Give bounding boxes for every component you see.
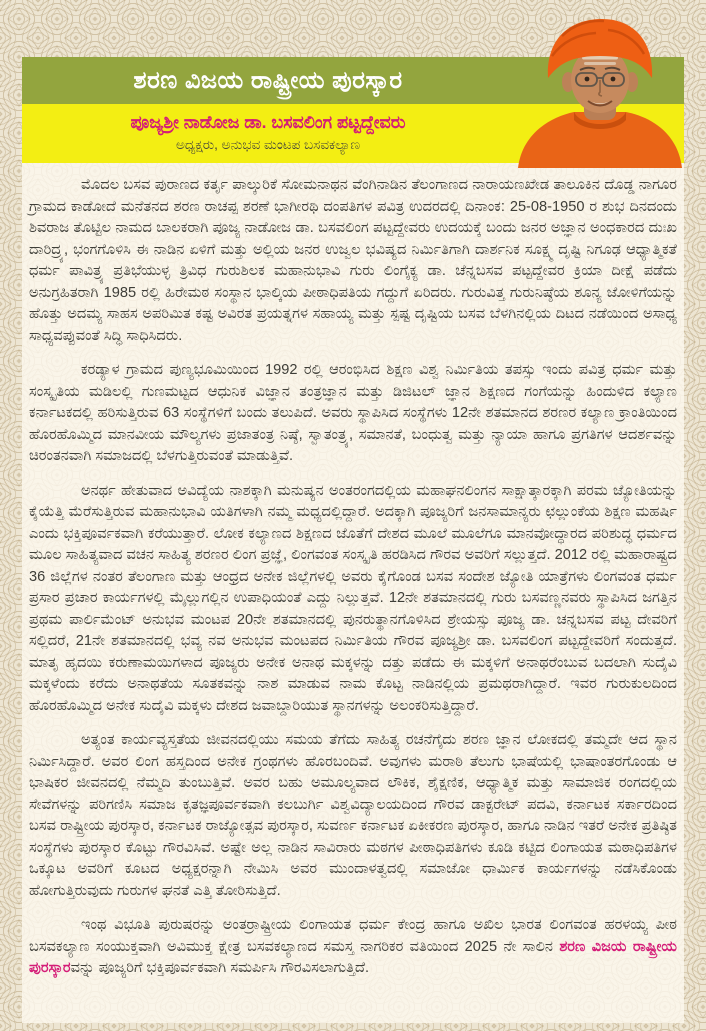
- content-panel: [22, 57, 684, 1023]
- robe-shape: [518, 112, 682, 168]
- closing-paragraph: [29, 915, 677, 980]
- vibhuti-stripe: [584, 62, 616, 65]
- citation-paragraph-4: ಅತ್ಯಂತ ಕಾರ್ಯವ್ಯಸ್ತತೆಯ ಜೀವನದಲ್ಲಿಯು ಸಮಯ ತೆಗೆದು ಸಾಹಿತ್ಯ ರಚನೆಗೈದು ಶರಣ ಜ್ಞಾನ ಲೋಕದಲ್ಲಿ ತಮ್ಮದೇ ಆದ ಸ್ಥಾನ ನಿರ್ಮಿಸಿದ್ದಾರೆ. ಅವರ ಲಿಂಗ ಹಸ್ತದಿಂದ ಅನೇಕ ಗ್ರಂಥಗಳು ಹೊರಬಂದಿವೆ. ಅವುಗಳು ಮರಾಠಿ ತೆಲುಗು ಭಾಷೆಯಲ್ಲಿ ಭಾಷಾಂತರಗೊಂಡು ಆ ಭಾಷಿಕರ ಜೀವನದಲ್ಲಿ ನೆಮ್ಮದಿ ತುಂಬುತ್ತಿವೆ. ಅವರ ಬಹು ಅಮೂಲ್ಯವಾದ ಲೌಕಿಕ, ಶೈಕ್ಷಣಿಕ, ಆಧ್ಯಾತ್ಮಿಕ ಮತ್ತು ಸಾಮಾಜಿಕ ರಂಗದಲ್ಲಿಯ ಸೇವೆಗಳನ್ನು ಪರಿಗಣಿಸಿ ಸಮಾಜ ಕೃತಜ್ಞಪೂರ್ವಕವಾಗಿ ಕಲಬುರ್ಗಿ ವಿಶ್ವವಿದ್ಯಾಲಯದಿಂದ ಗೌರವ ಡಾಕ್ಟರೇಟ್ ಪದವಿ, ಕರ್ನಾಟಕ ಸರ್ಕಾರದಿಂದ ಬಸವ ರಾಷ್ಟ್ರೀಯ ಪುರಸ್ಕಾರ, ಕರ್ನಾಟಕ ರಾಜ್ಯೋತ್ಸವ ಪುರಸ್ಕಾರ, ಸುವರ್ಣ ಕರ್ನಾಟಕ ಏಕೀಕರಣ ಪುರಸ್ಕಾರ, ಹಾಗೂ ನಾಡಿನ ಇತರೆ ಅನೇಕ ಪ್ರತಿಷ್ಠಿತ ಸಂಸ್ಥೆಗಳು ಪುರಸ್ಕಾರ ಕೊಟ್ಟು ಗೌರವಿಸಿವೆ. ಅಷ್ಟೇ ಅಲ್ಲ ನಾಡಿನ ಸಾವಿರಾರು ಮಠಗಳ ಪೀಠಾಧಿಪತಿಗಳು ಕೂಡಿ ಕಟ್ಟಿದ ಲಿಂಗಾಯತ ಮಠಾಧಿಪತಿಗಳ ಒಕ್ಕೂಟ ಅವರಿಗೆ ಕೂಟದ ಅಧ್ಯಕ್ಷರನ್ನಾಗಿ ನೇಮಿಸಿ ಅವರ ಮುಂದಾಳತ್ವದಲ್ಲಿ ಸಮಾಜೋ ಧಾರ್ಮಿಕ ಕಾರ್ಯಗಳನ್ನು ನಡೆಸಿಕೊಂಡು ಹೋಗುತ್ತಿರುವುದು ಗುರುಗಳ ಘನತೆ ಎತ್ತಿ ತೋರಿಸುತ್ತಿದೆ.: [29, 732, 677, 899]
- guru-portrait-illustration: [512, 16, 688, 168]
- award-name-highlight: ಶರಣ ವಿಜಯ ರಾಷ್ಟ್ರೀಯ ಪುರಸ್ಕಾರ: [29, 938, 677, 976]
- citation-paragraph-2: ಕರಡ್ಯಾಳ ಗ್ರಾಮದ ಪುಣ್ಯಭೂಮಿಯಿಂದ 1992 ರಲ್ಲಿ ಆರಂಭಿಸಿದ ಶಿಕ್ಷಣ ವಿಶ್ವ ನಿರ್ಮಿತಿಯ ತಪಸ್ಸು ಇಂದು ಪವಿತ್ರ ಧರ್ಮ ಮತ್ತು ಸಂಸ್ಕೃತಿಯ ಮಡಿಲಲ್ಲಿ ಗುಣಮಟ್ಟದ ಆಧುನಿಕ ವಿಜ್ಞಾನ ತಂತ್ರಜ್ಞಾನ ಮತ್ತು ಡಿಜಿಟಲ್ ಜ್ಞಾನ ಶಿಕ್ಷಣದ ಗಂಗೆಯನ್ನು ಹಿಂದುಳಿದ ಕಲ್ಯಾಣ ಕರ್ನಾಟಕದಲ್ಲಿ ಹರಿಸುತ್ತಿರುವ 63 ಸಂಸ್ಥೆಗಳಿಗೆ ಬಂದು ತಲುಪಿದೆ. ಅವರು ಸ್ಥಾಪಿಸಿದ ಸಂಸ್ಥೆಗಳು 12ನೇ ಶತಮಾನದ ಶರಣರ ಕಲ್ಯಾಣ ಕ್ರಾಂತಿಯಿಂದ ಹೊರಹೊಮ್ಮಿದ ಮಾನವೀಯ ಮೌಲ್ಯಗಳು ಪ್ರಜಾತಂತ್ರ ನಿಷ್ಠೆ, ಸ್ವಾತಂತ್ರ್ಯ, ಸಮಾನತೆ, ಬಂಧುತ್ವ ಮತ್ತು ನ್ಯಾಯಾ ಹಾಗೂ ಪ್ರಗತಿಗಳ ಆದರ್ಶವನ್ನು ಚಿರಂತನವಾಗಿ ಸಮಾಜದಲ್ಲಿ ಬೆಳಗುತ್ತಿರುವಂತೆ ಮಾಡುತ್ತಿವೆ.: [29, 362, 677, 464]
- recipient-name: ಪೂಜ್ಯಶ್ರೀ ನಾಡೋಜ ಡಾ. ಬಸವಲಿಂಗ ಪಟ್ಟದ್ದೇವರು: [130, 112, 406, 132]
- recipient-designation: ಅಧ್ಯಕ್ಷರು, ಅನುಭವ ಮಂಟಪ ಬಸವಕಲ್ಯಾಣ: [175, 137, 361, 152]
- page-title: ಶರಣ ವಿಜಯ ರಾಷ್ಟ್ರೀಯ ಪುರಸ್ಕಾರ: [133, 67, 403, 94]
- closing-text-before: ಇಂಥ ವಿಭೂತಿ ಪುರುಷರನ್ನು ಅಂತರ್ರಾಷ್ಟ್ರೀಯ ಲಿಂಗಾಯತ ಧರ್ಮ ಕೇಂದ್ರ ಹಾಗೂ ಅಖಿಲ ಭಾರತ ಲಿಂಗವಂತ ಹರಳಯ್ಯ ಪೀಠ ಬಸವಕಲ್ಯಾಣ ಸಂಯುಕ್ತವಾಗಿ ಅವಿಮುಕ್ತ ಕ್ಷೇತ್ರ ಬಸವಕಲ್ಯಾಣದ ಸಮಸ್ತ ನಾಗರಿಕರ ವತಿಯಿಂದ 2025 ನೇ ಸಾಲಿನ: [29, 917, 677, 955]
- closing-text-after: ವನ್ನು ಪೂಜ್ಯರಿಗೆ ಭಕ್ತಿಪೂರ್ವಕವಾಗಿ ಸಮರ್ಪಿಸಿ ಗೌರವಿಸಲಾಗುತ್ತಿದೆ.: [70, 960, 370, 976]
- guru-portrait-photo: [512, 16, 688, 168]
- citation-paragraph-1: ಮೊದಲ ಬಸವ ಪುರಾಣದ ಕರ್ತೃ ಪಾಲ್ಕುರಿಕೆ ಸೋಮನಾಥನ ವೆಂಗಿನಾಡಿನ ತೆಲಂಗಾಣದ ನಾರಾಯಣಖೇಡ ತಾಲೂಕಿನ ದೊಡ್ಡ ನಾಗೂರ ಗ್ರಾಮದ ಕಾಡೋದೆ ಮನೆತನದ ಶರಣ ರಾಚಪ್ಪ ಶರಣೆ ಭಾಗೀರಥಿ ದಂಪತಿಗಳ ಪವಿತ್ರ ಉದರದಲ್ಲಿ ದಿನಾಂಕ: 25-08-1950 ರ ಶುಭ ದಿನದಂದು ಶಿವರಾಜ ತೊಟ್ಟಿಲ ನಾಮದ ಬಾಲಕರಾಗಿ ಪೂಜ್ಯ ನಾಡೋಜ ಡಾ. ಬಸವಲಿಂಗ ಪಟ್ಟದ್ದೇವರು ಉದಯಕ್ಕೆ ಬಂದು ಜನರ ಅಜ್ಞಾನ ಅಂಧಕಾರದ ದುಃಖ ದಾರಿದ್ರ್ಯ, ಭಂಗಗೊಳಿಸಿ ಈ ನಾಡಿನ ಏಳಿಗೆ ಮತ್ತು ಅಲ್ಲಿಯ ಜನರ ಉಜ್ವಲ ಭವಿಷ್ಯದ ನಿರ್ಮಿತಿಗಾಗಿ ದಾರ್ಶನಿಕ ಸೂಕ್ಷ್ಮ ದೃಷ್ಟಿ ನಿಗೂಢ ಆಧ್ಯಾತ್ಮಿಕತೆ ಧರ್ಮ ಪಾವಿತ್ರ್ಯ ಪ್ರತಿಭೆಯುಳ್ಳ ತ್ರಿವಿಧ ಗುರುಶಿಲಕ ಮಹಾನುಭಾವಿ ಗುರು ಲಿಂಗೈಕ್ಯ ಡಾ. ಚೆನ್ನಬಸವ ಪಟ್ಟದ್ದೇವರ ಕ್ರಿಯಾ ದೀಕ್ಷೆ ಪಡೆದು ಅನುಗ್ರಹಿತರಾಗಿ 1985 ರಲ್ಲಿ ಹಿರೇಮಠ ಸಂಸ್ಥಾನ ಭಾಲ್ಕಿಯ ಪೀಠಾಧಿಪತಿಯ ಗದ್ದುಗೆ ಏರಿದರು. ಗುರುವಿತ್ತ ಗುರುನಿಷ್ಠೆಯ ಶೂನ್ಯ ಜೋಳಿಗೆಯನ್ನು ಹೊತ್ತು ಅದಮ್ಯ ಸಾಹಸ ಅಪರಿಮಿತ ಕಷ್ಟ ಅವಿರತ ಪ್ರಯತ್ನಗಳ ಸಹಾಯ್ಯ ಮತ್ತು ಸ್ಪಷ್ಟ ದೃಷ್ಟಿಯ ಬಸವ ಬೆಳಗಿನಲ್ಲಿಯ ದಿಟದ ನಡೆಯಿಂದ ಅಸಾಧ್ಯ ಸಾಧ್ಯವಪ್ಪುವಂತೆ ಸಿದ್ಧಿ ಸಾಧಿಸಿದರು.: [29, 177, 677, 344]
- citation-body: [22, 163, 684, 980]
- left-eye: [585, 77, 590, 82]
- citation-paragraph-3: ಅನರ್ಥ ಹೇತುವಾದ ಅವಿದ್ಯೆಯ ನಾಶಕ್ಕಾಗಿ ಮನುಷ್ಯನ ಅಂತರಂಗದಲ್ಲಿಯ ಮಹಾಘನಲಿಂಗನ ಸಾಕ್ಷಾತ್ಕಾರಕ್ಕಾಗಿ ಪರಮ ಜ್ಯೋತಿಯನ್ನು ಕೈಯೆತ್ತಿ ಮೆರೆಸುತ್ತಿರುವ ಮಹಾನುಭಾವಿ ಯತಿಗಳಾಗಿ ನಮ್ಮ ಮಧ್ಯದಲ್ಲಿದ್ದಾರೆ. ಅದಕ್ಕಾಗಿ ಪೂಜ್ಯರಿಗೆ ಜನಸಾಮಾನ್ಯರು ಛಲ್ಲುಂಕೆಯ ಶಿಕ್ಷಣ ಮಹರ್ಷಿ ಎಂದು ಭಕ್ತಿಪೂರ್ವಕವಾಗಿ ಕರೆಯುತ್ತಾರೆ. ಲೋಕ ಕಲ್ಯಾಣದ ಶಿಕ್ಷಣದ ಜೊತೆಗೆ ದೇಶದ ಮೂಲೆ ಮೂಲೆಗೂ ಮಾನವೋದ್ಧಾರದ ಪರಿಶುದ್ಧ ಧರ್ಮದ ಮೂಲ ಸಾಹಿತ್ಯವಾದ ವಚನ ಸಾಹಿತ್ಯ ಶರಣರ ಲಿಂಗ ಪ್ರಜ್ಞೆ, ಲಿಂಗವಂತ ಸಂಸ್ಕೃತಿ ಹರಡಿಸಿದ ಗೌರವ ಅವರಿಗೆ ಸಲ್ಲುತ್ತದೆ. 2012 ರಲ್ಲಿ ಮಹಾರಾಷ್ಟ್ರದ 36 ಜಿಲ್ಲೆಗಳ ನಂತರ ತೆಲಂಗಾಣ ಮತ್ತು ಆಂಧ್ರದ ಅನೇಕ ಜಿಲ್ಲೆಗಳಲ್ಲಿ ಅವರು ಕೈಗೊಂಡ ಬಸವ ಸಂದೇಶ ಜ್ಯೋತಿ ಯಾತ್ರೆಗಳು ಲಿಂಗವಂತ ಧರ್ಮ ಪ್ರಸಾರ ಪ್ರಚಾರ ಕಾರ್ಯಗಳಲ್ಲಿ ಮೈಲ್ಲುಗಲ್ಲಿನ ಉಪಾಧಿಯಂತೆ ಎದ್ದು ನಿಲ್ಲುತ್ತವೆ. 12ನೇ ಶತಮಾನದಲ್ಲಿ ಗುರು ಬಸವಣ್ಣನವರು ಸ್ಥಾಪಿಸಿದ ಜಗತ್ತಿನ ಪ್ರಥಮ ಪಾರ್ಲಿಮೆಂಟ್ ಅನುಭವ ಮಂಟಪ 20ನೇ ಶತಮಾನದಲ್ಲಿ ಪುನರುತ್ಥಾನಗೊಳಿಸಿದ ಶ್ರೇಯಸ್ಸು ಪೂಜ್ಯ ಡಾ. ಚನ್ನಬಸವ ಪಟ್ಟ ದೇವರಿಗೆ ಸಲ್ಲಿದರೆ, 21ನೇ ಶತಮಾನದಲ್ಲಿ ಭವ್ಯ ನವ ಅನುಭವ ಮಂಟಪದ ನಿರ್ಮಿತಿಯ ಗೌರವ ಪೂಜ್ಯಶ್ರೀ ಡಾ. ಬಸವಲಿಂಗ ಪಟ್ಟದ್ದೇವರಿಗೆ ಸಂದುತ್ತದೆ. ಮಾತೃ ಹೃದಯಿ ಕರುಣಾಮಯಿಗಳಾದ ಪೂಜ್ಯರು ಅನೇಕ ಅನಾಥ ಮಕ್ಕಳನ್ನು ದತ್ತು ಪಡೆದು ಈ ಮಕ್ಕಳಿಗೆ ಅನಾಥರೆಂಬುವ ಬದಲಾಗಿ ಸುದೈವಿ ಮಕ್ಕಳೆಂದು ಕರೆದು ಅನಾಥತೆಯ ಸೂತಕವನ್ನು ನಾಶ ಮಾಡುವ ನಾಮ ಕೊಟ್ಟ ನಾಡಿನಲ್ಲಿಯ ಪ್ರಮಥರಾಗಿದ್ದಾರೆ. ಇವರ ಗುರುಕುಲದಿಂದ ಹೊರಹೊಮ್ಮಿದ ಅನೇಕ ಸುದೈವಿ ಮಕ್ಕಳು ದೇಶದ ಜವಾಬ್ದಾರಿಯುತ ಸ್ಥಾನಗಳನ್ನು ಅಲಂಕರಿಸುತ್ತಿದ್ದಾರೆ.: [29, 482, 677, 714]
- right-eye: [611, 77, 616, 82]
